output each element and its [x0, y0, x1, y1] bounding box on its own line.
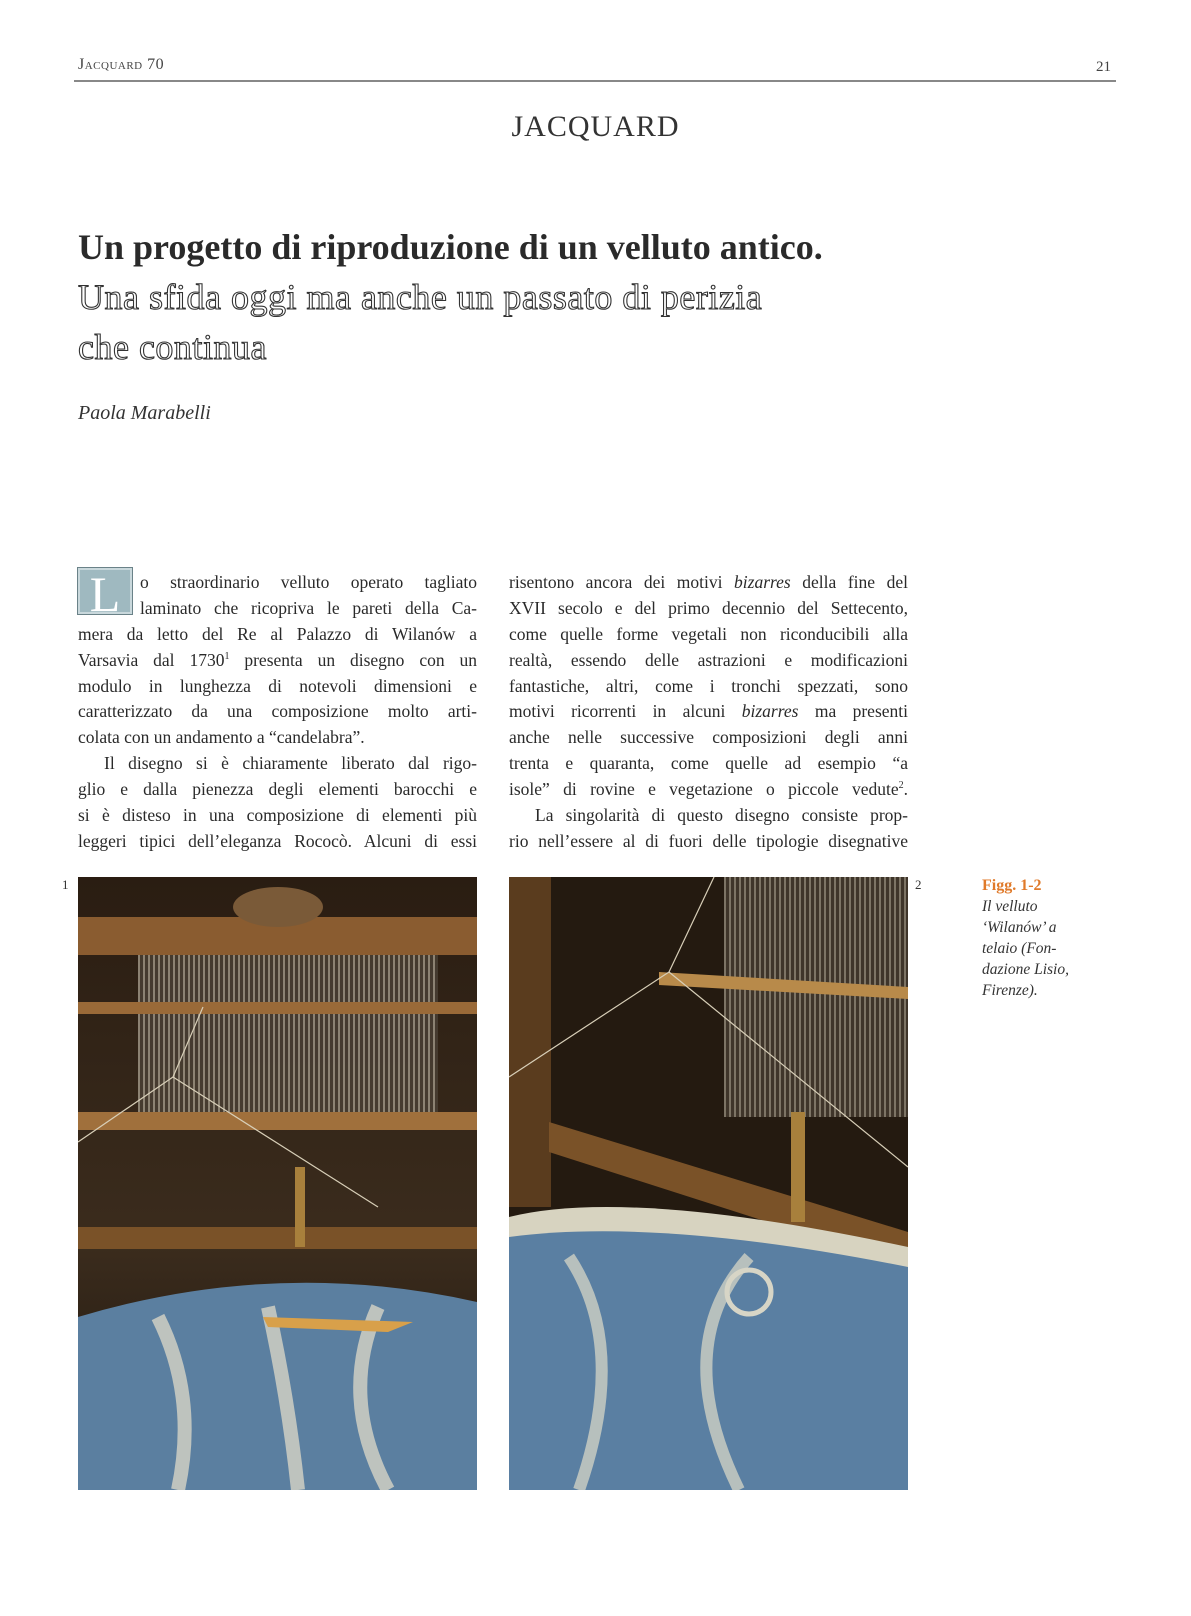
figure-2-number: 2	[915, 877, 922, 892]
figure-2-photo-loom	[509, 877, 908, 1490]
caption-line: Firenze).	[982, 982, 1038, 999]
footnote-ref[interactable]: 2	[898, 780, 904, 792]
text-line: rio nell’essere al di fuori delle tipologie disegnative	[509, 830, 908, 851]
footnote-ref[interactable]: 1	[224, 650, 230, 662]
text-segment: risentono ancora dei motivi	[509, 572, 735, 592]
text-line: Il disegno si è chiaramente liberato dal rigo-	[104, 753, 477, 774]
caption-line: dazione Lisio,	[982, 961, 1069, 978]
text-segment: ma presenti	[798, 701, 908, 722]
text-line: laminato che ricopriva le pareti della Ca-	[140, 597, 477, 618]
text-line: anche nelle successive composizioni degli anni	[509, 727, 908, 748]
article-subtitle-line1: Una sfida oggi ma anche un passato di perizia	[78, 277, 763, 317]
text-segment: presenta un disegno con un	[229, 649, 477, 670]
caption-line: ‘Wilanów’ a	[982, 919, 1057, 936]
page-number: 21	[1096, 59, 1111, 75]
text-line: si è disteso in una composizione di elementi più	[78, 805, 477, 826]
text-line: modulo in lunghezza di notevoli dimensioni e	[78, 675, 477, 696]
italic-term: bizarres	[741, 701, 799, 722]
text-line: caratterizzato da una composizione molto arti-	[78, 701, 477, 722]
text-line: o straordinario velluto operato tagliato	[140, 572, 477, 592]
figure-1-photo-loom	[78, 877, 477, 1490]
text-line: La singolarità di questo disegno consiste prop-	[535, 805, 908, 826]
text-segment: Varsavia dal 1730	[78, 649, 225, 670]
text-segment: motivi ricorrenti in alcuni	[509, 701, 742, 722]
section-title: JACQUARD	[511, 110, 680, 143]
drop-cap: L	[78, 568, 132, 614]
body-column-2	[509, 570, 908, 855]
text-line: XVII secolo e del primo decennio del Settecento,	[509, 597, 908, 618]
caption-line: telaio (Fon-	[982, 940, 1057, 957]
text-segment: della fine del	[790, 572, 908, 592]
article-subtitle-line2: che continua	[78, 327, 267, 367]
italic-term: bizarres	[734, 572, 791, 592]
text-line: colata con un andamento a “candelabra”.	[78, 727, 365, 748]
text-line: leggeri tipici dell’eleganza Rococò. Alcuni di essi	[78, 830, 477, 851]
text-line: realtà, essendo delle astrazioni e modificazioni	[509, 649, 908, 670]
text-line: come quelle forme vegetali non riconducibili alla	[509, 623, 908, 644]
caption-heading: Figg. 1-2	[982, 877, 1042, 894]
text-segment: .	[903, 779, 908, 800]
header-rule	[74, 80, 1116, 82]
text-line	[509, 570, 908, 596]
text-line: mera da letto del Re al Palazzo di Wilanów a	[78, 623, 477, 644]
text-line: fantastiche, altri, come i tronchi spezzati, sono	[509, 675, 908, 696]
figure-caption	[982, 875, 1092, 1001]
text-line	[78, 648, 477, 674]
text-line	[509, 699, 908, 725]
text-line: trenta e quaranta, come quelle ad esempio “a	[509, 753, 908, 774]
running-header-journal: Jacquard 70	[78, 56, 165, 73]
article-title: Un progetto di riproduzione di un velluto antico.	[78, 227, 823, 267]
body-column-1	[78, 570, 477, 855]
figure-1-number: 1	[62, 877, 69, 892]
text-segment: isole” di rovine e vegetazione o piccole vedute	[509, 779, 899, 800]
text-line: glio e dalla pienezza degli elementi barocchi e	[78, 779, 477, 800]
author: Paola Marabelli	[78, 402, 211, 424]
text-line	[509, 777, 908, 803]
caption-line: Il velluto	[982, 898, 1038, 915]
